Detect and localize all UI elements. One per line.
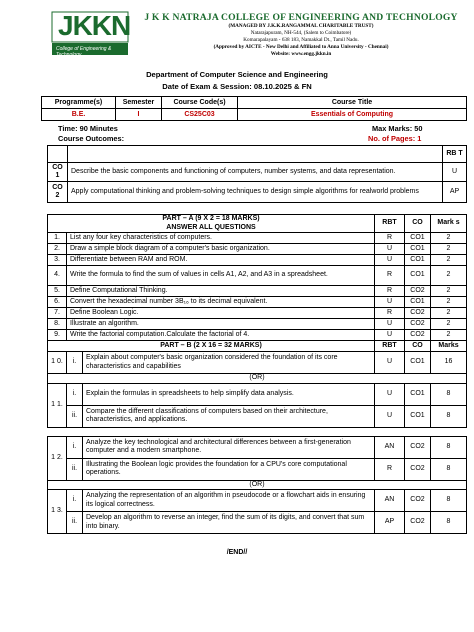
sub-question-label: i. — [67, 352, 83, 374]
part-a-question-row — [48, 286, 467, 297]
sub-question-label: ii. — [67, 512, 83, 534]
question-number: 3. — [48, 255, 67, 266]
logo-subtitle: College of Engineering & Technology — [56, 46, 112, 58]
question-rbt: AP — [375, 512, 405, 534]
college-managed: (MANAGED BY J.K.K.RANGAMMAL CHARITABLE TRUST) — [228, 23, 374, 29]
question-marks: 8 — [431, 436, 467, 458]
part-b-question-row — [48, 405, 467, 427]
question-text: Analyze the key technological and architectural differences between a first-generation computer and a modern smartphone. — [83, 436, 375, 458]
header-course-title: Course Title — [238, 97, 467, 109]
question-co: CO1 — [405, 244, 431, 255]
value-programme: B.E. — [42, 109, 116, 121]
question-text: Develop an algorithm to reverse an integer, find the sum of its digits, and convert that sum into binary. — [83, 512, 375, 534]
programme-header-row — [42, 97, 467, 109]
question-rbt: U — [375, 244, 405, 255]
question-text: Compare the different classifications of computers based on their architecture, characteristics, and applications. — [83, 405, 375, 427]
part-b-rbt-header: RBT — [375, 341, 405, 352]
question-co: CO1 — [405, 266, 431, 286]
college-address-1: Natarajapuram, NH-544, (Salem to Coimbatore) — [250, 30, 352, 36]
question-table — [47, 214, 467, 534]
pages-label: No. of Pages: — [368, 134, 416, 143]
part-a-question-row — [48, 233, 467, 244]
question-co: CO1 — [405, 233, 431, 244]
question-number: 1 2. — [48, 436, 67, 480]
question-marks: 2 — [431, 319, 467, 330]
college-info — [134, 12, 468, 58]
or-row — [48, 480, 467, 490]
question-text: Differentiate between RAM and ROM. — [67, 255, 375, 266]
question-co: CO1 — [405, 383, 431, 405]
part-a-question-row — [48, 297, 467, 308]
pages-value: 1 — [417, 134, 422, 143]
programme-table — [41, 96, 467, 121]
question-marks: 8 — [431, 383, 467, 405]
question-text: Convert the hexadecimal number 3B₁₆ to its decimal equivalent. — [67, 297, 375, 308]
question-number: 2. — [48, 244, 67, 255]
department-title: Department of Computer Science and Engineering — [146, 70, 328, 79]
question-marks: 8 — [431, 512, 467, 534]
college-approval: (Approved by AICTE - New Delhi and Affiliated to Anna University - Chennai) — [213, 44, 389, 50]
co-description: Describe the basic components and functioning of computers, number systems, and data representation. — [68, 163, 443, 182]
logo-text: JKKN — [58, 10, 131, 41]
end-marker: /END// — [226, 549, 248, 556]
question-co: CO2 — [405, 286, 431, 297]
question-number: 7. — [48, 308, 67, 319]
pages-info — [368, 134, 421, 143]
question-number: 1 0. — [48, 352, 67, 374]
college-logo — [50, 10, 132, 60]
question-rbt: AN — [375, 436, 405, 458]
question-number: 6. — [48, 297, 67, 308]
part-a-marks-header: Mark s — [431, 215, 467, 233]
college-name: J K K NATRAJA COLLEGE OF ENGINEERING AND TECHNOLOGY — [144, 12, 458, 23]
co-rbt: U — [443, 163, 467, 182]
question-rbt: R — [375, 308, 405, 319]
part-a-question-row — [48, 244, 467, 255]
part-a-heading — [48, 215, 375, 233]
part-a-title: PART – A (9 X 2 = 18 MARKS) — [162, 215, 260, 222]
question-number: 8. — [48, 319, 67, 330]
question-rbt: R — [375, 458, 405, 480]
part-a-question-row — [48, 319, 467, 330]
college-website: Website: www.engg.jkkn.in — [270, 51, 332, 57]
sub-question-label: ii. — [67, 458, 83, 480]
co-label: CO 2 — [48, 182, 68, 203]
co-rbt: AP — [443, 182, 467, 203]
question-rbt: U — [375, 352, 405, 374]
question-rbt: AN — [375, 490, 405, 512]
question-number: 4. — [48, 266, 67, 286]
course-outcomes-table — [47, 145, 467, 203]
header-course-code: Course Code(s) — [162, 97, 238, 109]
question-text: Illustrate an algorithm. — [67, 319, 375, 330]
programme-value-row — [42, 109, 467, 121]
question-co: CO1 — [405, 352, 431, 374]
co-label: CO 1 — [48, 163, 68, 182]
question-number: 1 3. — [48, 490, 67, 534]
question-marks: 8 — [431, 458, 467, 480]
exam-date-session: Date of Exam & Session: 08.10.2025 & FN — [162, 82, 312, 91]
sub-question-label: i. — [67, 383, 83, 405]
header-programme: Programme(s) — [42, 97, 116, 109]
question-co: CO2 — [405, 436, 431, 458]
question-co: CO1 — [405, 405, 431, 427]
question-co: CO2 — [405, 512, 431, 534]
part-a-co-header: CO — [405, 215, 431, 233]
value-course-title: Essentials of Computing — [238, 109, 467, 121]
question-text: List any four key characteristics of computers. — [67, 233, 375, 244]
college-address-2: Komarapalayam - 638 183, Namakkal Dt., Tamil Nadu. — [243, 37, 359, 43]
part-a-rbt-header: RBT — [375, 215, 405, 233]
question-rbt: U — [375, 405, 405, 427]
question-rbt: U — [375, 383, 405, 405]
sub-question-label: i. — [67, 436, 83, 458]
question-number: 1 1. — [48, 383, 67, 427]
or-row — [48, 374, 467, 384]
question-marks: 2 — [431, 244, 467, 255]
value-semester: I — [116, 109, 162, 121]
co-description: Apply computational thinking and problem-solving techniques to design simple algorithms for realworld problems — [68, 182, 443, 203]
part-b-title: PART – B (2 X 16 = 32 MARKS) — [48, 341, 375, 352]
question-text: Draw a simple block diagram of a computer's basic organization. — [67, 244, 375, 255]
question-text: Explain about computer's basic organization considered the foundation of its core characteristics and capabilities — [83, 352, 375, 374]
part-b-question-row — [48, 383, 467, 405]
question-text: Write the formula to find the sum of values in cells A1, A2, and A3 in a spreadsheet. — [67, 266, 375, 286]
question-co: CO2 — [405, 319, 431, 330]
question-text: Analyzing the representation of an algorithm in pseudocode or a flowchart aids in ensuring its logical correctness. — [83, 490, 375, 512]
max-marks: Max Marks: 50 — [372, 124, 423, 133]
question-text: Define Computational Thinking. — [67, 286, 375, 297]
question-marks: 2 — [431, 266, 467, 286]
question-text: Write the factorial computation.Calculate the factorial of 4. — [67, 330, 375, 341]
co-header-row — [48, 146, 467, 163]
or-separator: (OR) — [48, 480, 467, 490]
question-co: CO2 — [405, 490, 431, 512]
part-b-question-row — [48, 458, 467, 480]
part-b-question-row — [48, 352, 467, 374]
co-rbt-header: RB T — [443, 146, 467, 163]
question-marks: 2 — [431, 233, 467, 244]
question-rbt: U — [375, 255, 405, 266]
spacer-row — [48, 427, 467, 436]
question-marks: 2 — [431, 255, 467, 266]
question-co: CO2 — [405, 330, 431, 341]
question-marks: 2 — [431, 286, 467, 297]
question-marks: 8 — [431, 490, 467, 512]
college-header — [50, 8, 466, 64]
part-a-question-row — [48, 255, 467, 266]
question-rbt: R — [375, 266, 405, 286]
part-a-header-row — [48, 215, 467, 233]
value-course-code: CS25C03 — [162, 109, 238, 121]
sub-question-label: ii. — [67, 405, 83, 427]
co-row — [48, 182, 467, 203]
question-number: 1. — [48, 233, 67, 244]
part-b-question-row — [48, 436, 467, 458]
part-a-question-row — [48, 330, 467, 341]
part-b-co-header: CO — [405, 341, 431, 352]
question-rbt: U — [375, 297, 405, 308]
question-co: CO1 — [405, 255, 431, 266]
part-a-question-row — [48, 308, 467, 319]
question-text: Explain the formulas in spreadsheets to help simplify data analysis. — [83, 383, 375, 405]
question-rbt: R — [375, 233, 405, 244]
part-a-subtitle: ANSWER ALL QUESTIONS — [166, 223, 256, 231]
question-co: CO1 — [405, 297, 431, 308]
question-text: Define Boolean Logic. — [67, 308, 375, 319]
sub-question-label: i. — [67, 490, 83, 512]
question-co: CO2 — [405, 308, 431, 319]
question-marks: 2 — [431, 308, 467, 319]
part-a-question-row — [48, 266, 467, 286]
question-marks: 2 — [431, 330, 467, 341]
question-number: 9. — [48, 330, 67, 341]
or-separator: (OR) — [48, 374, 467, 384]
header-semester: Semester — [116, 97, 162, 109]
question-rbt: U — [375, 330, 405, 341]
question-co: CO2 — [405, 458, 431, 480]
question-rbt: R — [375, 286, 405, 297]
question-marks: 2 — [431, 297, 467, 308]
part-b-question-row — [48, 512, 467, 534]
exam-time: Time: 90 Minutes — [58, 124, 118, 133]
course-outcomes-label: Course Outcomes: — [58, 134, 125, 143]
question-text: Illustrating the Boolean logic provides the foundation for a CPU's core computational operations. — [83, 458, 375, 480]
part-b-question-row — [48, 490, 467, 512]
part-b-marks-header: Marks — [431, 341, 467, 352]
question-number: 5. — [48, 286, 67, 297]
question-marks: 8 — [431, 405, 467, 427]
part-b-header-row — [48, 341, 467, 352]
question-marks: 16 — [431, 352, 467, 374]
co-row — [48, 163, 467, 182]
question-rbt: U — [375, 319, 405, 330]
